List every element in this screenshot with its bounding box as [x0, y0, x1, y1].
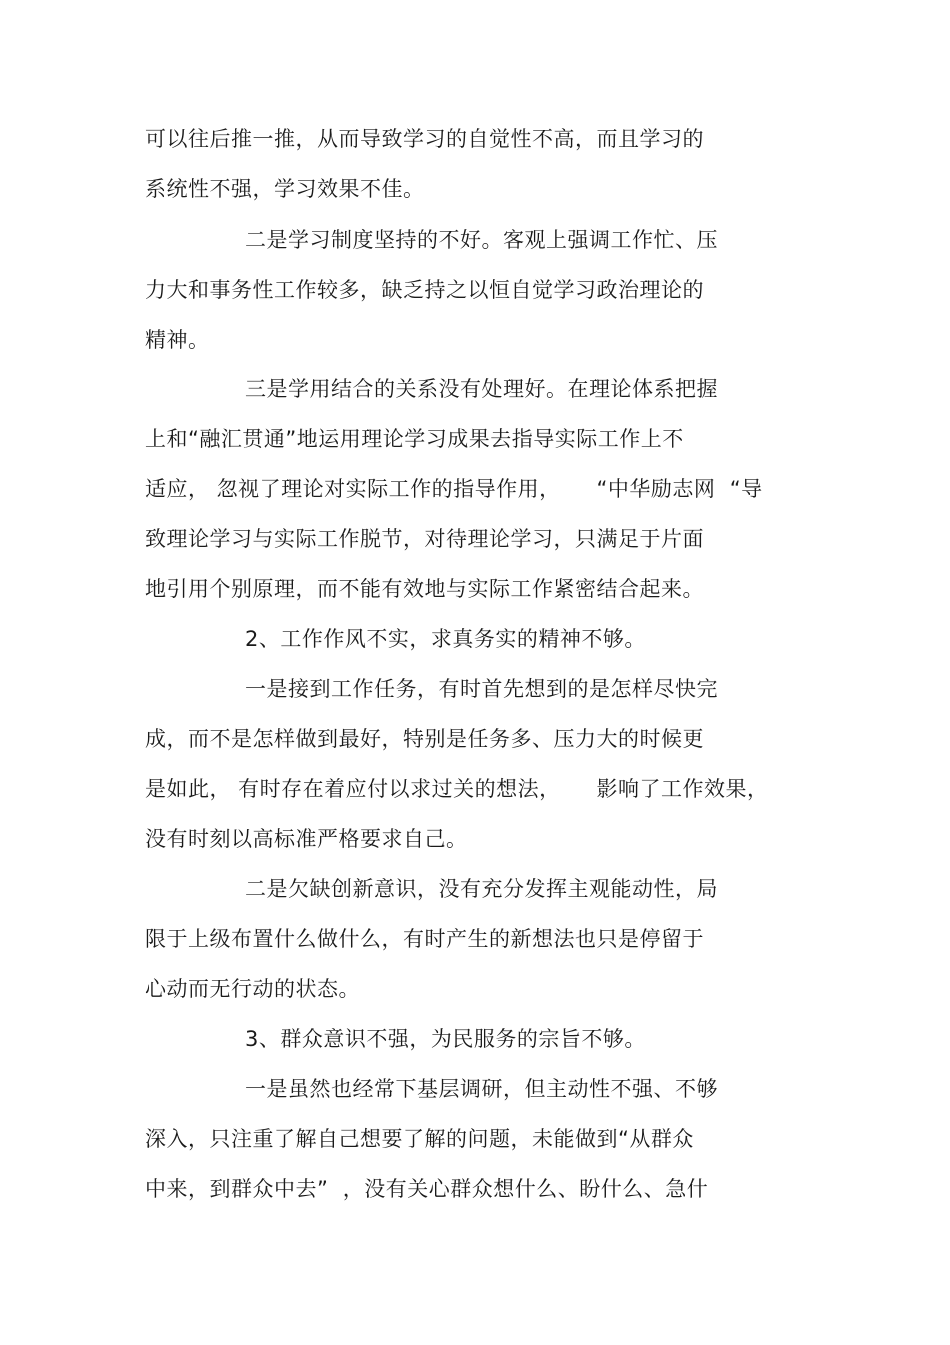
text-line: 致理论学习与实际工作脱节，对待理论学习，只满足于片面	[145, 527, 704, 551]
text-line: 是如此， 有时存在着应付以求过关的想法， 影响了工作效果，	[145, 777, 769, 801]
text-line: 可以往后推一推，从而导致学习的自觉性不高，而且学习的	[145, 127, 704, 151]
paragraph-first-line: 二是学习制度坚持的不好。客观上强调工作忙、压	[245, 228, 718, 252]
text-line: 中来，到群众中去” ，没有关心群众想什么、盼什么、急什	[145, 1177, 709, 1201]
paragraph-first-line: 一是虽然也经常下基层调研，但主动性不强、不够	[245, 1077, 718, 1101]
paragraph-first-line: 二是欠缺创新意识，没有充分发挥主观能动性，局	[245, 877, 718, 901]
section-heading: 3、群众意识不强，为民服务的宗旨不够。	[245, 1027, 646, 1051]
text-line: 系统性不强，学习效果不佳。	[145, 177, 425, 201]
text-line: 上和“融汇贯通”地运用理论学习成果去指导实际工作上不	[145, 427, 684, 451]
text-line: 深入，只注重了解自己想要了解的问题，未能做到“从群众	[145, 1127, 694, 1151]
text-line: 力大和事务性工作较多，缺乏持之以恒自觉学习政治理论的	[145, 278, 704, 302]
text-line: 地引用个别原理，而不能有效地与实际工作紧密结合起来。	[145, 577, 704, 601]
text-line: 精神。	[145, 328, 210, 352]
paragraph-first-line: 三是学用结合的关系没有处理好。在理论体系把握	[245, 377, 718, 401]
text-line: 适应， 忽视了理论对实际工作的指导作用， “中华励志网 “导	[145, 477, 763, 501]
paragraph-first-line: 一是接到工作任务，有时首先想到的是怎样尽快完	[245, 677, 718, 701]
text-line: 没有时刻以高标准严格要求自己。	[145, 827, 468, 851]
text-line: 限于上级布置什么做什么，有时产生的新想法也只是停留于	[145, 927, 704, 951]
text-line: 心动而无行动的状态。	[145, 977, 360, 1001]
text-line: 成，而不是怎样做到最好，特别是任务多、压力大的时候更	[145, 727, 704, 751]
section-heading: 2、工作作风不实，求真务实的精神不够。	[245, 627, 646, 651]
